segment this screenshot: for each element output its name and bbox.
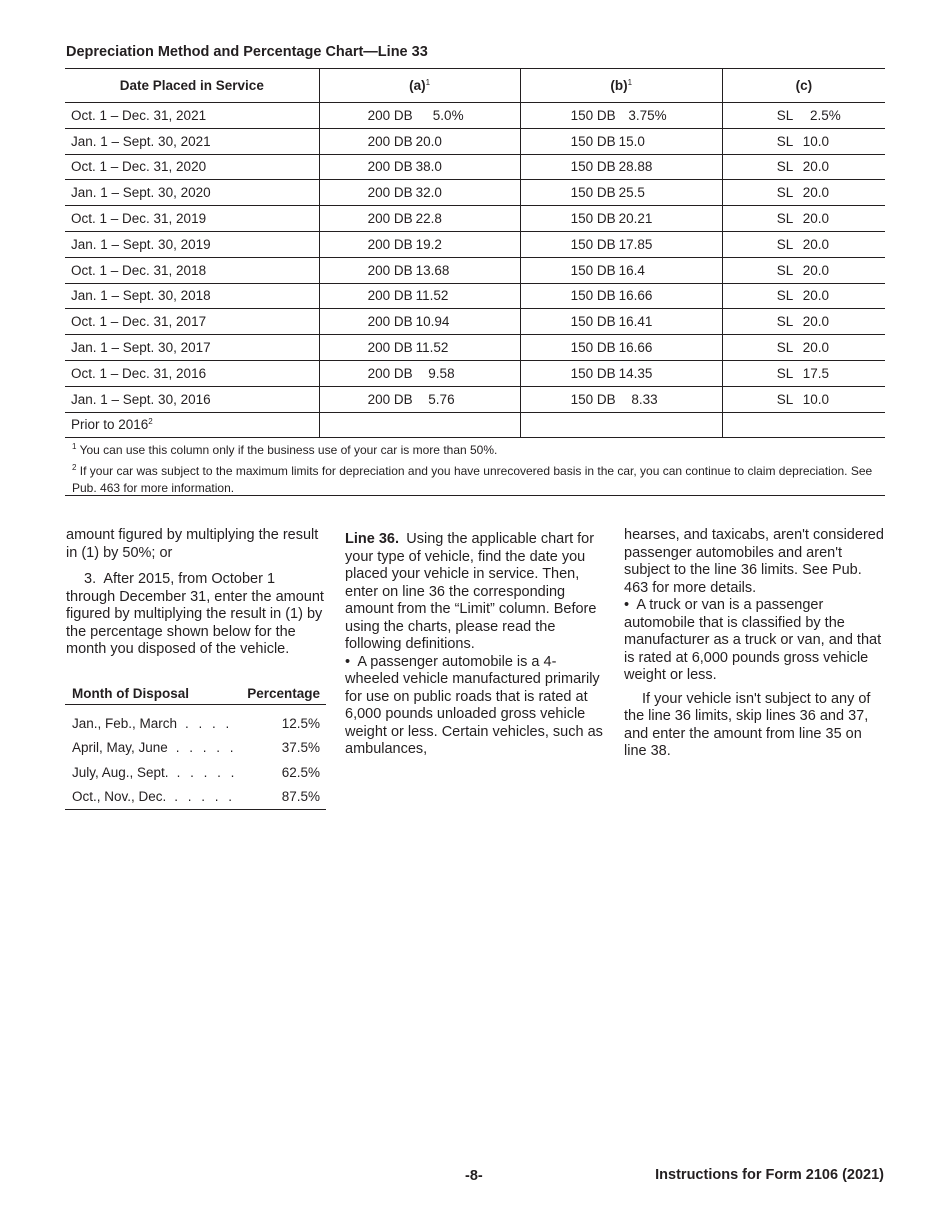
method-b: 150 DB [570, 211, 616, 227]
col-b-cell [520, 231, 722, 257]
header-a-footnote-mark: 1 [425, 78, 431, 87]
method-b: 150 DB [570, 391, 616, 407]
month-label: April, May, June [72, 740, 168, 756]
col-b-cell [520, 386, 722, 412]
pct-c: 10.0 [802, 391, 829, 407]
header-b-footnote-mark: 1 [627, 78, 633, 87]
method-b: 150 DB [570, 365, 616, 381]
col-b-cell [520, 360, 722, 386]
month-cell [65, 760, 244, 785]
header-a-label: (a) [409, 78, 426, 93]
paragraph [345, 531, 607, 654]
col-b-cell [520, 103, 722, 129]
pct-c: 2.5% [809, 107, 841, 123]
method-c: SL [776, 314, 794, 330]
percentage-cell: 12.5% [281, 715, 320, 731]
date-cell: Oct. 1 – Dec. 31, 2020 [65, 154, 319, 180]
col-b-cell [520, 283, 722, 309]
pct-a: 13.68 [415, 262, 450, 278]
pct-b: 14.35 [618, 365, 653, 381]
pct-a: 11.52 [415, 288, 449, 304]
col-b-cell [520, 128, 722, 154]
date-cell: Jan. 1 – Sept. 30, 2020 [65, 180, 319, 206]
pct-a: 20.0 [415, 133, 442, 149]
footnote-2-text: If your car was subject to the maximum limits for depreciation and you have unrecovered basis in the car, you can continue to claim depreciation. See Pub. 463 for more information. [72, 464, 873, 495]
col-c-cell [722, 386, 885, 412]
method-b: 150 DB [570, 133, 616, 149]
col-a-cell [319, 309, 520, 335]
header-b-label: (b) [610, 78, 628, 93]
col-b-cell [520, 180, 722, 206]
pct-a: 22.8 [415, 211, 442, 227]
col-a-cell [319, 231, 520, 257]
method-c: SL [776, 133, 794, 149]
method-b: 150 DB [570, 262, 616, 278]
method-b: 150 DB [570, 340, 616, 356]
month-cell [65, 736, 244, 761]
header-column-b [520, 69, 722, 103]
method-c: SL [776, 159, 794, 175]
col-c-cell [722, 257, 885, 283]
pct-c: 20.0 [802, 262, 829, 278]
pct-b: 3.75% [628, 107, 667, 123]
pct-c: 20.0 [802, 288, 829, 304]
month-label: Oct., Nov., Dec. [72, 789, 167, 805]
date-cell: Oct. 1 – Dec. 31, 2021 [65, 103, 319, 129]
method-a: 200 DB [367, 236, 413, 252]
date-cell: Oct. 1 – Dec. 31, 2016 [65, 360, 319, 386]
col-a-cell [319, 386, 520, 412]
date-cell: Jan. 1 – Sept. 30, 2019 [65, 231, 319, 257]
table-row [65, 128, 885, 154]
date-cell: Oct. 1 – Dec. 31, 2018 [65, 257, 319, 283]
chart-title: Depreciation Method and Percentage Chart—Line 33 [66, 44, 428, 60]
date-cell: Jan. 1 – Sept. 30, 2017 [65, 335, 319, 361]
method-b: 150 DB [570, 107, 616, 123]
date-cell: Oct. 1 – Dec. 31, 2019 [65, 206, 319, 232]
leader-dots: . . . . . [175, 740, 237, 756]
col-c-cell [722, 103, 885, 129]
col-b-cell [520, 335, 722, 361]
table-row [65, 103, 885, 129]
col-c-cell [722, 180, 885, 206]
col-a-cell [319, 180, 520, 206]
col-b-cell [520, 206, 722, 232]
col-a-cell [319, 103, 520, 129]
pct-a: 5.0% [432, 107, 464, 123]
table-row [65, 736, 326, 761]
col-c-cell [722, 231, 885, 257]
method-a: 200 DB [367, 185, 413, 201]
line-36-text: Using the applicable chart for your type of vehicle, find the date you placed your vehicle in service. Then, enter on line 36 the corresponding amount from the “Limit” column. Before using the charts, please read the following definitions. [345, 531, 597, 652]
month-label: Jan., Feb., March [72, 715, 178, 731]
method-a: 200 DB [367, 107, 413, 123]
pct-b: 20.21 [618, 211, 653, 227]
bullet-truck-or-van: • A truck or van is a passenger automobile that is classified by the manufacturer as a truck or van, and that is rated at 6,000 pounds gross vehicle weight or less. [624, 597, 882, 683]
method-a: 200 DB [367, 391, 413, 407]
month-label: July, Aug., Sept. [72, 764, 169, 780]
col-b-cell [520, 309, 722, 335]
header-date-placed [65, 69, 319, 103]
col-c-cell [722, 335, 885, 361]
col-c-cell [722, 283, 885, 309]
pct-c: 20.0 [802, 314, 829, 330]
date-cell: Jan. 1 – Sept. 30, 2016 [65, 386, 319, 412]
footer-form-title: Instructions for Form 2106 (2021) [655, 1167, 884, 1183]
col-a-cell [319, 257, 520, 283]
pct-c: 10.0 [802, 133, 829, 149]
text-column-3 [624, 527, 886, 761]
table-row [65, 386, 885, 412]
pct-a: 9.58 [428, 365, 455, 381]
method-b: 150 DB [570, 185, 616, 201]
paragraph: hearses, and taxicabs, aren't considered passenger automobiles and aren't subject to the line 36 limits. See Pub. 463 for more details. [624, 527, 884, 596]
table-header-row [65, 69, 885, 103]
pct-a: 11.52 [415, 340, 449, 356]
pct-c: 20.0 [802, 211, 829, 227]
pct-c: 20.0 [802, 340, 829, 356]
col-b-cell [520, 154, 722, 180]
table-row [65, 231, 885, 257]
footnote-2 [72, 459, 884, 497]
method-a: 200 DB [367, 314, 413, 330]
pct-a: 10.94 [415, 314, 450, 330]
col-a-cell [319, 360, 520, 386]
col-c-cell [722, 309, 885, 335]
pct-b: 28.88 [618, 159, 653, 175]
method-a: 200 DB [367, 340, 413, 356]
percentage-cell: 62.5% [281, 764, 320, 780]
method-c: SL [776, 185, 794, 201]
header-date-label: Date Placed in Service [119, 78, 264, 93]
pct-c: 20.0 [802, 159, 829, 175]
footnote-2-mark: 2 [72, 463, 77, 472]
paragraph: amount figured by multiplying the result in (1) by 50%; or [66, 527, 319, 561]
pct-a: 19.2 [415, 236, 442, 252]
table-body [65, 103, 885, 438]
pct-b: 25.5 [618, 185, 645, 201]
pct-a: 5.76 [428, 391, 455, 407]
footnote-1 [72, 438, 884, 459]
table-row [65, 180, 885, 206]
pct-b: 17.85 [618, 236, 653, 252]
date-cell [65, 412, 319, 438]
col-a-cell [319, 206, 520, 232]
pct-b: 15.0 [618, 133, 645, 149]
method-c: SL [776, 288, 794, 304]
method-a: 200 DB [367, 365, 413, 381]
date-cell: Oct. 1 – Dec. 31, 2017 [65, 309, 319, 335]
date-cell: Jan. 1 – Sept. 30, 2021 [65, 128, 319, 154]
method-a: 200 DB [367, 211, 413, 227]
footnote-1-mark: 1 [72, 442, 77, 451]
pct-c: 17.5 [802, 365, 829, 381]
pct-c: 20.0 [802, 185, 829, 201]
table-row [65, 705, 326, 736]
pct-a: 32.0 [415, 185, 442, 201]
col-a-cell [319, 128, 520, 154]
page-number: -8- [465, 1168, 483, 1184]
method-a: 200 DB [367, 288, 413, 304]
pct-c: 20.0 [802, 236, 829, 252]
pct-b: 16.66 [618, 288, 653, 304]
method-b: 150 DB [570, 159, 616, 175]
header-month-of-disposal: Month of Disposal [65, 682, 244, 705]
method-c: SL [776, 262, 794, 278]
section-divider [65, 495, 885, 496]
chart-footnotes [72, 438, 884, 497]
header-column-a [319, 69, 520, 103]
col-c-cell [722, 154, 885, 180]
paragraph: If your vehicle isn't subject to any of the line 36 limits, skip lines 36 and 37, and enter the amount from line 35 on line 38. [624, 690, 871, 759]
leader-dots: . . . . . [174, 789, 236, 805]
table-row [65, 257, 885, 283]
col-b-cell-empty [520, 412, 722, 438]
prior-footnote-mark: 2 [148, 417, 153, 427]
percentage-cell: 87.5% [244, 785, 326, 810]
col-c-cell [722, 360, 885, 386]
method-c: SL [776, 107, 794, 123]
table-row [65, 760, 326, 785]
pct-b: 16.41 [618, 314, 653, 330]
method-c: SL [776, 340, 794, 356]
pct-b: 8.33 [631, 391, 658, 407]
col-a-cell [319, 154, 520, 180]
text-column-1 [66, 527, 328, 659]
col-c-cell [722, 206, 885, 232]
method-c: SL [776, 365, 794, 381]
method-c: SL [776, 211, 794, 227]
method-c: SL [776, 236, 794, 252]
method-a: 200 DB [367, 262, 413, 278]
pct-a: 38.0 [415, 159, 442, 175]
col-c-cell-empty [722, 412, 885, 438]
month-cell [65, 785, 244, 810]
method-b: 150 DB [570, 288, 616, 304]
col-a-cell-empty [319, 412, 520, 438]
date-cell: Jan. 1 – Sept. 30, 2018 [65, 283, 319, 309]
text-column-2 [345, 531, 607, 759]
col-b-cell [520, 257, 722, 283]
method-c: SL [776, 391, 794, 407]
table-row [65, 309, 885, 335]
percentage-cell: 37.5% [281, 740, 320, 756]
leader-dots: . . . . . [176, 764, 238, 780]
month-of-disposal-table [65, 682, 326, 810]
method-b: 150 DB [570, 314, 616, 330]
table-row [65, 785, 326, 810]
disposal-header-row [65, 682, 326, 705]
table-row [65, 335, 885, 361]
depreciation-chart-table [65, 68, 885, 438]
table-row [65, 283, 885, 309]
table-row [65, 206, 885, 232]
col-a-cell [319, 335, 520, 361]
header-c-label: (c) [795, 78, 813, 93]
line-36-heading: Line 36. [345, 531, 399, 547]
col-c-cell [722, 128, 885, 154]
pct-b: 16.4 [618, 262, 645, 278]
method-b: 150 DB [570, 236, 616, 252]
bullet-passenger-automobile: • A passenger automobile is a 4-wheeled vehicle manufactured primarily for use on public roads that is rated at 6,000 pounds unloaded gross vehicle weight or less. Certain vehicles, such as ambulances, [345, 653, 603, 757]
col-a-cell [319, 283, 520, 309]
method-a: 200 DB [367, 159, 413, 175]
prior-date-label: Prior to 2016 [71, 417, 149, 433]
footnote-1-text: You can use this column only if the business use of your car is more than 50%. [76, 443, 498, 457]
table-row-prior [65, 412, 885, 438]
leader-dots: . . . . [185, 715, 233, 731]
pct-b: 16.66 [618, 340, 653, 356]
month-cell [65, 705, 244, 736]
table-row [65, 154, 885, 180]
table-row [65, 360, 885, 386]
method-a: 200 DB [367, 133, 413, 149]
paragraph: 3. After 2015, from October 1 through December 31, enter the amount figured by multiplying the result in (1) by the percentage shown below for the month you disposed of the vehicle. [66, 571, 324, 657]
header-percentage: Percentage [244, 682, 326, 705]
header-column-c [722, 69, 885, 103]
